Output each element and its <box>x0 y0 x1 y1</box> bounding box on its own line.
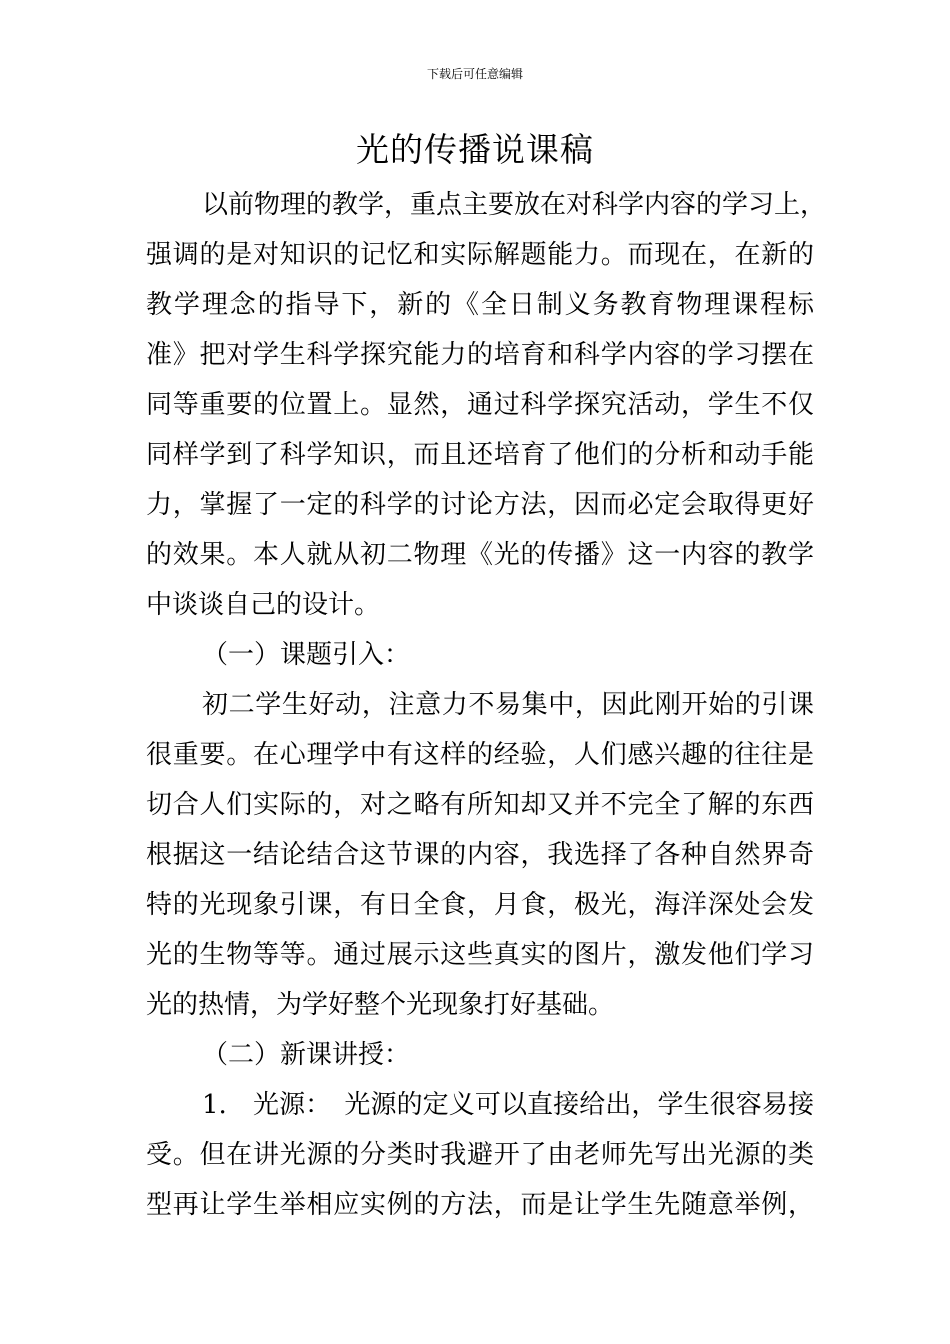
header-note: 下载后可任意编辑 <box>426 67 523 81</box>
paragraph-line: 同样学到了科学知识，而且还培育了他们的分析和动手能 <box>146 440 814 470</box>
document-body <box>146 180 827 1230</box>
paragraph-line: 强调的是对知识的记忆和实际解题能力。而现在，在新的 <box>146 240 814 270</box>
paragraph-line: 教学理念的指导下，新的《全日制义务教育物理课程标 <box>146 290 814 320</box>
paragraph-line: 很重要。在心理学中有这样的经验，人们感兴趣的往往是 <box>146 740 814 770</box>
paragraph-line: 以前物理的教学，重点主要放在对科学内容的学习上， <box>202 190 827 220</box>
section-heading: （二）新课讲授： <box>202 1040 411 1070</box>
section-heading: （一）课题引入： <box>202 640 411 670</box>
paragraph-line: 光的热情，为学好整个光现象打好基础。 <box>146 990 615 1020</box>
document-title: 光的传播说课稿 <box>356 130 594 169</box>
paragraph-line: 同等重要的位置上。显然，通过科学探究活动，学生不仅 <box>146 390 814 420</box>
paragraph-line: 根据这一结论结合这节课的内容，我选择了各种自然界奇 <box>146 840 814 870</box>
paragraph-line: 初二学生好动，注意力不易集中，因此刚开始的引课 <box>202 690 814 720</box>
paragraph-line: 切合人们实际的，对之略有所知却又并不完全了解的东西 <box>146 790 814 820</box>
paragraph-line: 型再让学生举相应实例的方法，而是让学生先随意举例， <box>146 1190 814 1220</box>
paragraph-line: 受。但在讲光源的分类时我避开了由老师先写出光源的类 <box>146 1140 814 1170</box>
paragraph-line: 光的生物等等。通过展示这些真实的图片，激发他们学习 <box>146 940 814 970</box>
paragraph-line: 中谈谈自己的设计。 <box>146 590 381 620</box>
paragraph-line: 1. 光源： 光源的定义可以直接给出，学生很容易接 <box>202 1090 814 1120</box>
paragraph-line: 特的光现象引课，有日全食，月食，极光，海洋深处会发 <box>146 890 814 920</box>
paragraph-line: 准》把对学生科学探究能力的培育和科学内容的学习摆在 <box>146 340 814 370</box>
paragraph-line: 的效果。本人就从初二物理《光的传播》这一内容的教学 <box>146 540 814 570</box>
paragraph-line: 力，掌握了一定的科学的讨论方法，因而必定会取得更好 <box>146 490 814 520</box>
